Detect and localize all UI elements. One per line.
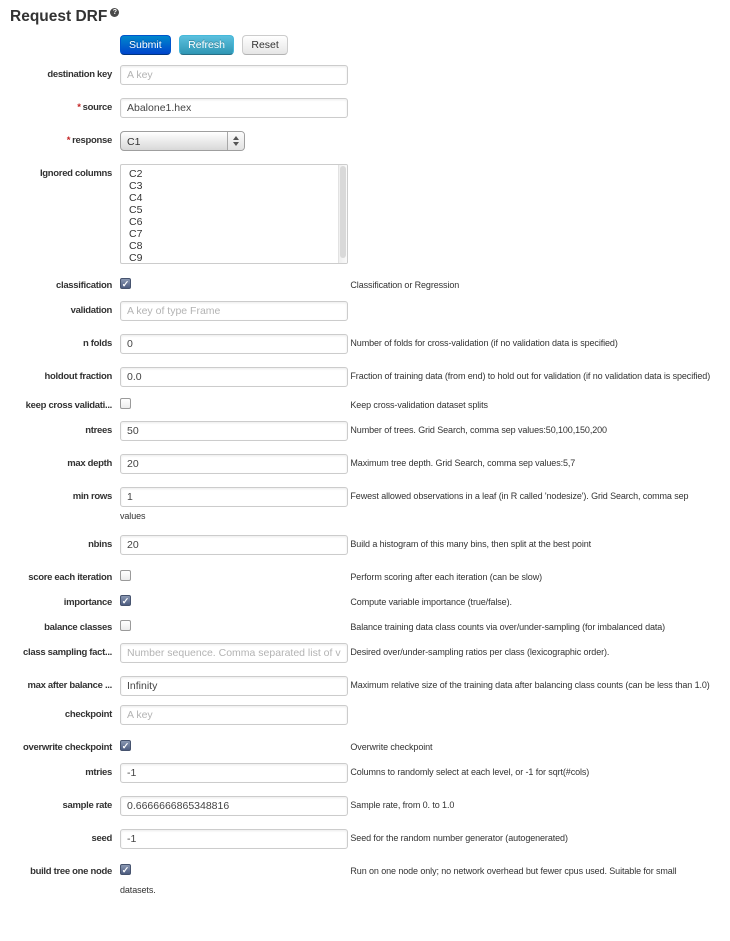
form-row-min-rows: [8, 487, 718, 526]
field-help: Desired over/under-sampling ratios per class (lexicographic order).: [350, 647, 610, 657]
field-help: Seed for the random number generator (autogenerated): [350, 833, 568, 843]
form-row-response: [8, 131, 718, 151]
field-content: [120, 131, 712, 151]
reset-button[interactable]: Reset: [242, 35, 287, 55]
field-content: [120, 829, 712, 849]
field-label-text: overwrite checkpoint: [22, 742, 112, 753]
field-content: [120, 705, 712, 725]
field-label-text: response: [72, 135, 112, 146]
scrollbar-track[interactable]: [338, 165, 347, 263]
field-label: [8, 367, 112, 383]
field-content: [120, 763, 712, 783]
field-content: [120, 164, 712, 264]
help-icon[interactable]: ?: [110, 8, 119, 17]
ntrees-input[interactable]: [120, 421, 348, 441]
control-slot: [120, 131, 348, 151]
form-row-source: [8, 98, 718, 118]
control-slot: [120, 643, 348, 663]
n-folds-input[interactable]: [120, 334, 348, 354]
page-title-text: Request DRF: [10, 8, 108, 25]
form-row-seed: [8, 829, 718, 849]
form-row-nbins: [8, 535, 718, 555]
field-label: [8, 454, 112, 470]
listbox-option[interactable]: C9: [129, 252, 143, 264]
form-row-mtries: [8, 763, 718, 783]
listbox-option[interactable]: C5: [129, 204, 143, 216]
listbox-option[interactable]: C2: [129, 168, 143, 180]
importance-checkbox[interactable]: [120, 595, 131, 606]
form-row-sample-rate: [8, 796, 718, 816]
field-content: [120, 367, 712, 387]
field-help: Maximum relative size of the training data after balancing class counts (can be less than 1.0): [350, 680, 710, 690]
field-content: [120, 487, 712, 526]
field-label: [8, 763, 112, 779]
field-content: [120, 276, 712, 295]
field-label-text: score each iteration: [28, 572, 112, 583]
form-row-importance: [8, 593, 718, 612]
control-slot: [120, 829, 348, 849]
field-label-text: classification: [56, 280, 112, 291]
field-help: Number of trees. Grid Search, comma sep values:50,100,150,200: [350, 425, 607, 435]
control-slot: [120, 535, 348, 555]
field-content: [120, 454, 712, 474]
field-label-text: checkpoint: [64, 709, 112, 720]
holdout-fraction-input[interactable]: [120, 367, 348, 387]
form-row-class-sampling-fact: [8, 643, 718, 663]
min-rows-input[interactable]: [120, 487, 348, 507]
field-content: [120, 593, 712, 612]
form-row-max-after-balance: [8, 676, 718, 696]
field-help: Perform scoring after each iteration (can be slow): [350, 572, 542, 582]
field-content: [120, 421, 712, 441]
control-slot: [120, 796, 348, 816]
form-row-score-each-iteration: [8, 568, 718, 587]
field-help: Balance training data class counts via over/under-sampling (for imbalanced data): [350, 622, 666, 632]
field-content: [120, 535, 712, 555]
field-content: [120, 65, 712, 85]
field-label-text: max depth: [67, 458, 112, 469]
field-help: Overwrite checkpoint: [350, 742, 433, 752]
field-label-text: build tree one node: [30, 866, 112, 877]
scrollbar-thumb[interactable]: [340, 166, 346, 258]
checkpoint-input[interactable]: [120, 705, 348, 725]
field-label: [8, 276, 112, 292]
stepper-up-icon: [233, 136, 239, 140]
listbox-option[interactable]: C8: [129, 240, 143, 252]
field-content: [120, 568, 712, 587]
field-label: [8, 568, 112, 584]
submit-button[interactable]: Submit: [120, 35, 171, 55]
field-label-text: ntrees: [85, 425, 112, 436]
keep-cross-validati-checkbox[interactable]: [120, 398, 131, 409]
field-label: [8, 334, 112, 350]
stepper-icon: [227, 132, 244, 150]
field-content: [120, 301, 712, 321]
field-label-text: mtries: [85, 767, 112, 778]
form-row-overwrite-checkpoint: [8, 738, 718, 757]
field-content: [120, 396, 712, 415]
validation-input[interactable]: [120, 301, 348, 321]
classification-checkbox[interactable]: [120, 278, 131, 289]
sample-rate-input[interactable]: [120, 796, 348, 816]
select-value: C1: [127, 136, 141, 148]
field-help: Run on one node only; no network overhead but fewer cpus used. Suitable for small datasets.: [120, 866, 677, 895]
page-title: [10, 8, 718, 26]
balance-classes-checkbox[interactable]: [120, 620, 131, 631]
field-label: [8, 421, 112, 437]
listbox-option[interactable]: C6: [129, 216, 143, 228]
control-slot: [120, 301, 348, 321]
destination-key-input[interactable]: [120, 65, 348, 85]
control-slot: [120, 763, 348, 783]
field-content: [120, 334, 712, 354]
control-slot: [120, 276, 348, 295]
control-slot: [120, 676, 348, 696]
field-label-text: nbins: [88, 539, 112, 550]
field-help: Maximum tree depth. Grid Search, comma sep values:5,7: [350, 458, 576, 468]
field-content: [120, 618, 712, 637]
form-row-classification: [8, 276, 718, 295]
form-row-holdout-fraction: [8, 367, 718, 387]
source-input[interactable]: [120, 98, 348, 118]
field-label-text: n folds: [82, 338, 112, 349]
form-row-validation: [8, 301, 718, 321]
field-label: [8, 829, 112, 845]
field-label-text: sample rate: [62, 800, 112, 811]
listbox-options: [121, 165, 347, 264]
control-slot: [120, 618, 348, 637]
form-row-destination-key: [8, 65, 718, 85]
field-label-text: destination key: [47, 69, 112, 80]
form-row-build-tree-one-node: [8, 862, 718, 900]
field-label: [8, 676, 112, 692]
toolbar: [120, 35, 718, 55]
field-label: [8, 301, 112, 317]
field-help: Fewest allowed observations in a leaf (in R called 'nodesize'). Grid Search, comma sep values: [120, 491, 689, 521]
control-slot: [120, 396, 348, 415]
form-row-checkpoint: [8, 705, 718, 725]
control-slot: [120, 454, 348, 474]
control-slot: [120, 568, 348, 587]
field-label: [8, 487, 112, 503]
control-slot: [120, 705, 348, 725]
form-row-n-folds: [8, 334, 718, 354]
listbox-option[interactable]: C3: [129, 180, 143, 192]
field-label-text: validation: [70, 305, 112, 316]
mtries-input[interactable]: [120, 763, 348, 783]
field-help: Build a histogram of this many bins, then split at the best point: [350, 539, 592, 549]
field-content: [120, 738, 712, 757]
field-help: Number of folds for cross-validation (if no validation data is specified): [350, 338, 618, 348]
control-slot: [120, 738, 348, 757]
field-label-text: balance classes: [44, 622, 112, 633]
field-label-text: min rows: [72, 491, 112, 502]
field-label: [8, 396, 112, 412]
class-sampling-fact-input[interactable]: [120, 643, 348, 663]
field-label-text: max after balance ...: [27, 680, 112, 691]
control-slot: [120, 367, 348, 387]
form-row-max-depth: [8, 454, 718, 474]
field-label-text: source: [82, 102, 112, 113]
field-help: Compute variable importance (true/false).: [350, 597, 512, 607]
field-label: [8, 535, 112, 551]
field-content: [120, 796, 712, 816]
field-help: Fraction of training data (from end) to hold out for validation (if no validation data is specified): [350, 371, 711, 381]
field-content: [120, 98, 712, 118]
control-slot: [120, 593, 348, 612]
build-tree-one-node-checkbox[interactable]: [120, 864, 131, 875]
field-label: [8, 131, 112, 147]
field-help: Sample rate, from 0. to 1.0: [350, 800, 455, 810]
form-row-balance-classes: [8, 618, 718, 637]
field-help: Keep cross-validation dataset splits: [350, 400, 488, 410]
field-label: [8, 164, 112, 180]
field-help: Classification or Regression: [350, 280, 460, 290]
form-row-keep-cross-validati: [8, 396, 718, 415]
field-label-text: importance: [63, 597, 112, 608]
control-slot: [120, 487, 348, 507]
form-rows: [8, 65, 718, 900]
listbox-option[interactable]: C7: [129, 228, 143, 240]
nbins-input[interactable]: [120, 535, 348, 555]
max-after-balance-input[interactable]: [120, 676, 348, 696]
form-row-ignored-columns: [8, 164, 718, 264]
control-slot: [120, 862, 348, 881]
field-label-text: class sampling fact...: [23, 647, 112, 658]
control-slot: [120, 65, 348, 85]
overwrite-checkpoint-checkbox[interactable]: [120, 740, 131, 751]
field-label-text: Ignored columns: [39, 168, 112, 179]
field-content: [120, 676, 712, 696]
listbox-option[interactable]: C4: [129, 192, 143, 204]
seed-input[interactable]: [120, 829, 348, 849]
field-label-text: seed: [91, 833, 112, 844]
field-label-text: holdout fraction: [44, 371, 112, 382]
response-select[interactable]: [120, 131, 245, 151]
field-label: [8, 618, 112, 634]
control-slot: [120, 98, 348, 118]
ignored-columns-listbox[interactable]: [120, 164, 348, 264]
required-marker: *: [66, 135, 71, 146]
max-depth-input[interactable]: [120, 454, 348, 474]
field-label: [8, 643, 112, 659]
field-label: [8, 593, 112, 609]
field-label: [8, 65, 112, 81]
field-label: [8, 705, 112, 721]
field-label: [8, 98, 112, 114]
field-label: [8, 796, 112, 812]
control-slot: [120, 334, 348, 354]
form-row-ntrees: [8, 421, 718, 441]
field-label: [8, 862, 112, 878]
field-label: [8, 738, 112, 754]
score-each-iteration-checkbox[interactable]: [120, 570, 131, 581]
control-slot: [120, 421, 348, 441]
refresh-button[interactable]: Refresh: [179, 35, 234, 55]
required-marker: *: [77, 102, 81, 113]
field-content: [120, 643, 712, 663]
field-label-text: keep cross validati...: [25, 400, 112, 411]
stepper-down-icon: [233, 142, 239, 146]
field-help: Columns to randomly select at each level, or -1 for sqrt(#cols): [350, 767, 590, 777]
field-content: [120, 862, 712, 900]
